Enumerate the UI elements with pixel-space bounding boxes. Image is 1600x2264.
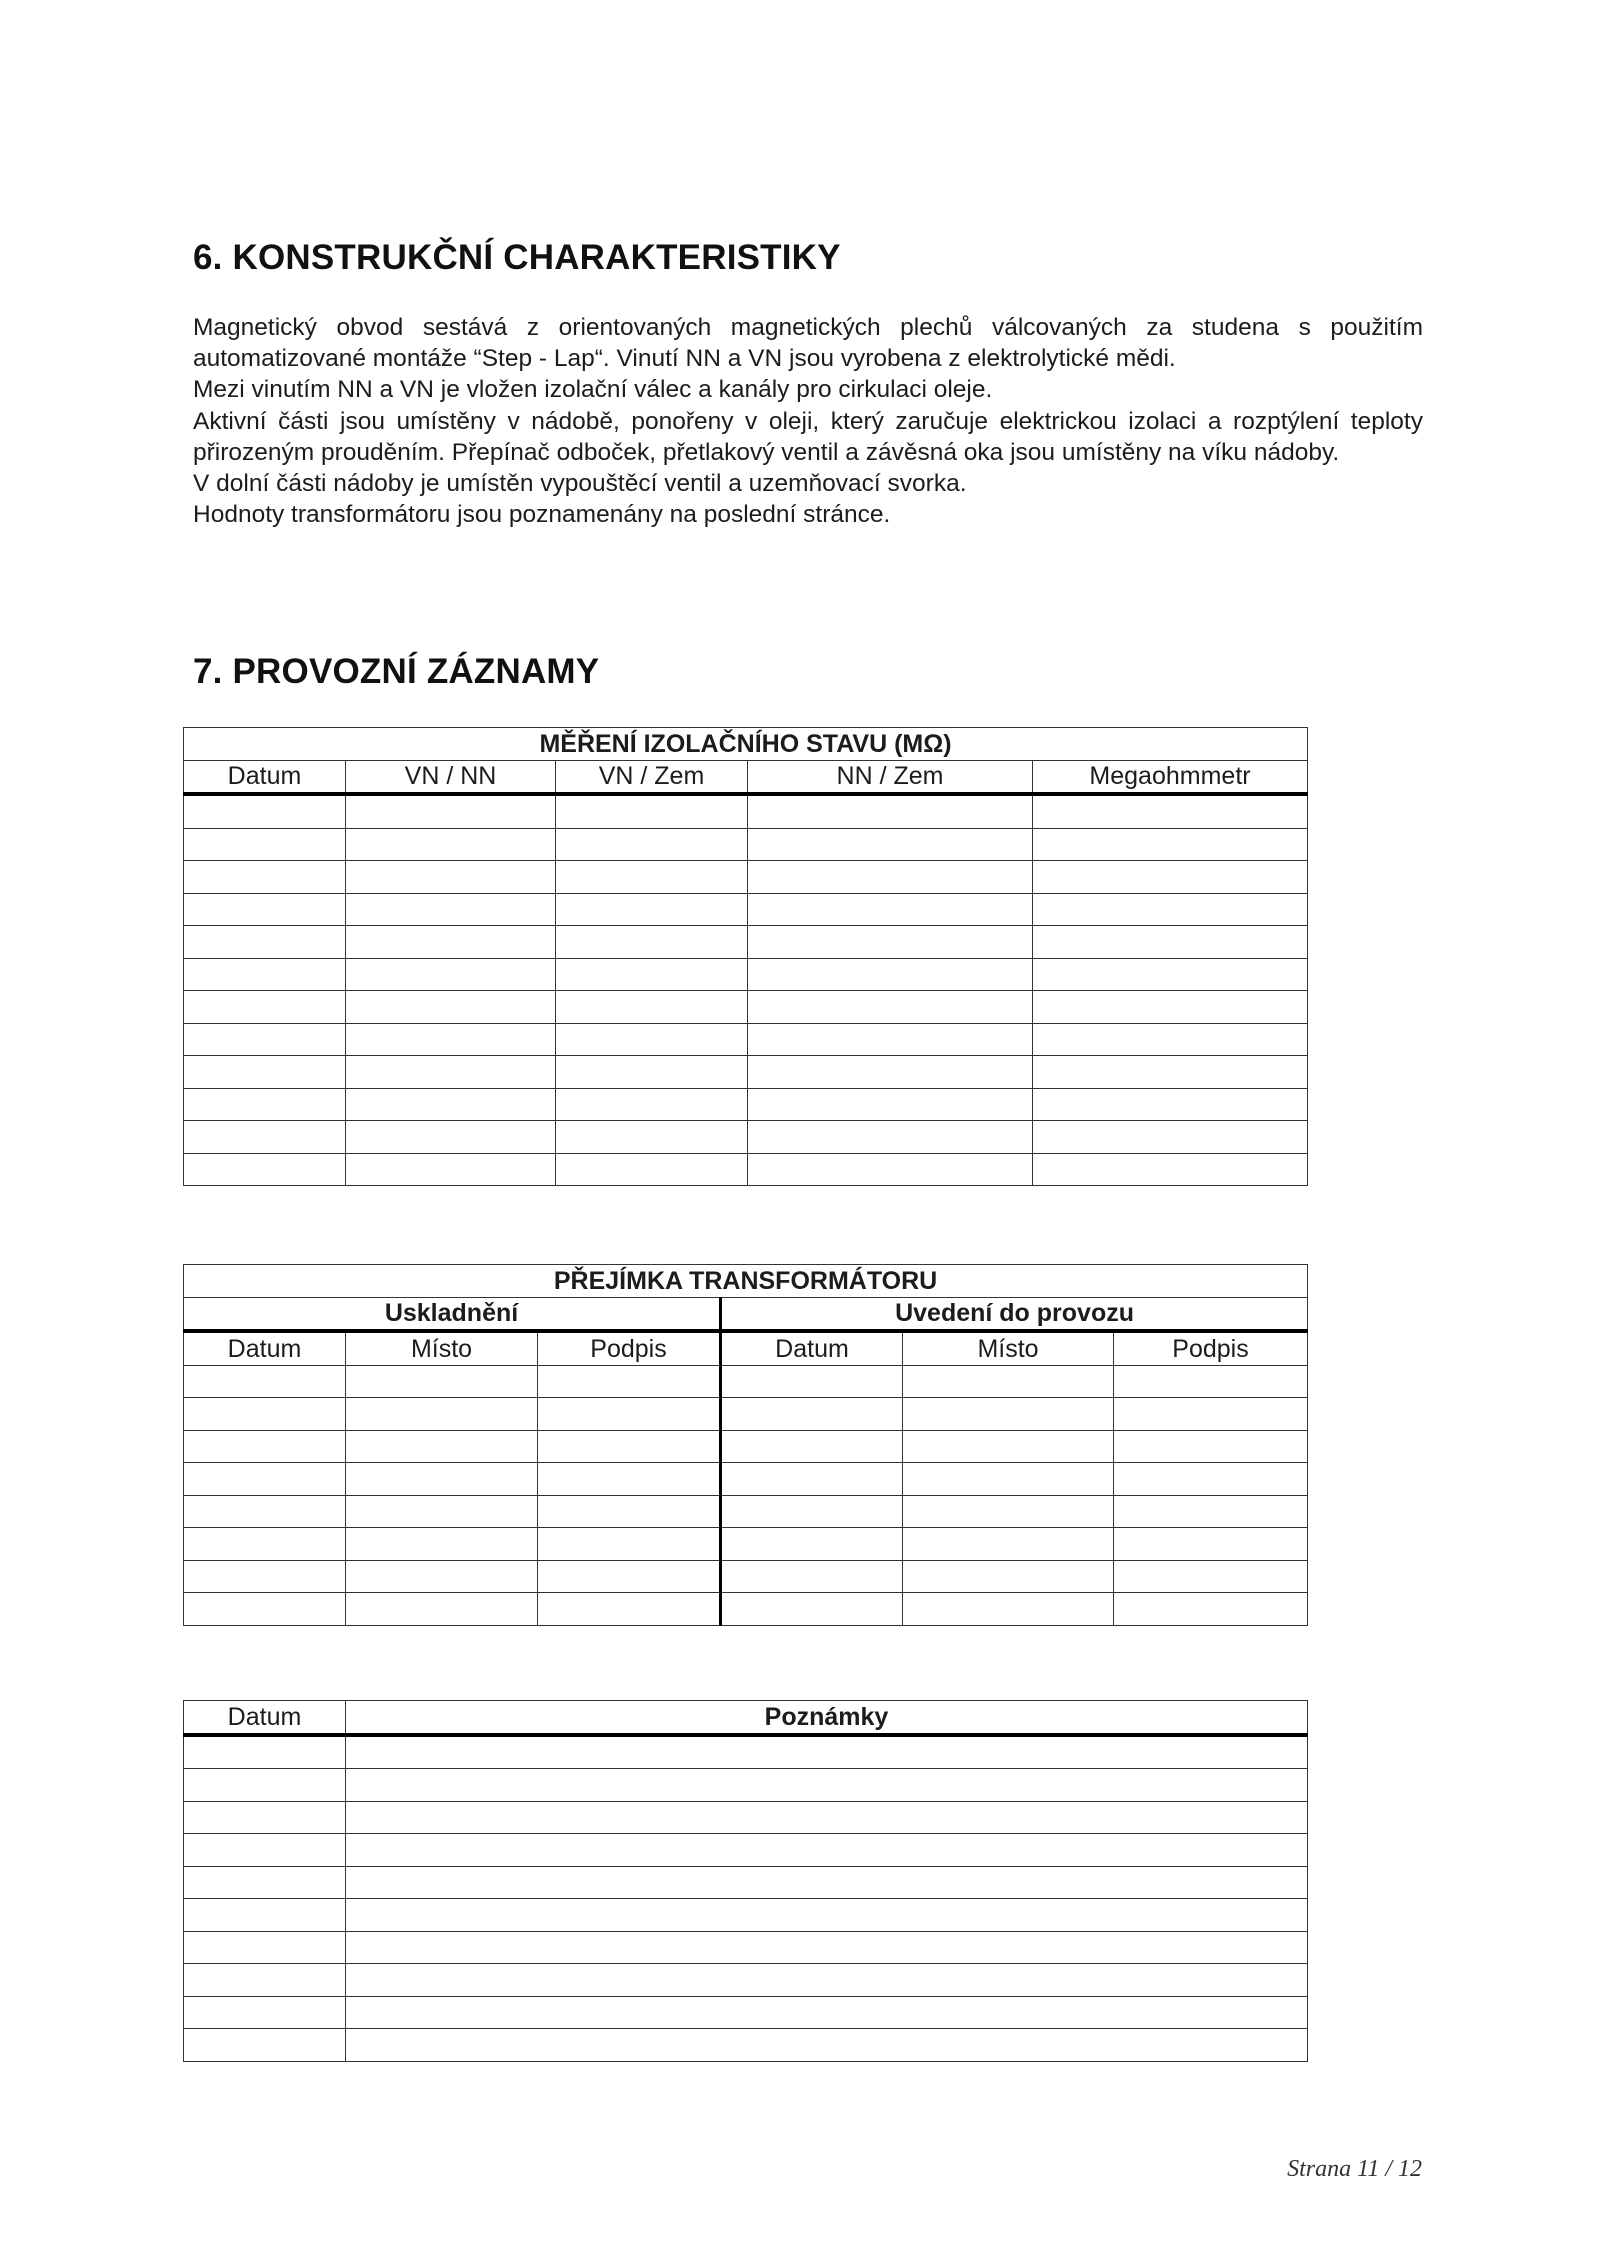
table-cell[interactable]: [184, 794, 346, 828]
table-cell[interactable]: [748, 926, 1033, 959]
table-cell[interactable]: [748, 1121, 1033, 1154]
table-cell[interactable]: [556, 861, 748, 894]
notes-table-body: [184, 1735, 1308, 2062]
table-cell[interactable]: [748, 794, 1033, 828]
table-cell[interactable]: [346, 1560, 538, 1593]
table-row: [184, 893, 1308, 926]
section-7-heading: 7. PROVOZNÍ ZÁZNAMY: [193, 652, 600, 691]
table-cell[interactable]: [184, 1931, 346, 1964]
column-header: Podpis: [1114, 1331, 1308, 1365]
table-cell[interactable]: [184, 861, 346, 894]
table-cell[interactable]: [748, 893, 1033, 926]
table-cell[interactable]: [1033, 958, 1308, 991]
table-cell[interactable]: [1033, 1121, 1308, 1154]
paragraph: Hodnoty transformátoru jsou poznamenány na poslední stránce.: [193, 501, 891, 529]
table-cell[interactable]: [346, 1834, 1308, 1867]
table-cell[interactable]: [556, 926, 748, 959]
table-cell[interactable]: [184, 958, 346, 991]
table-cell[interactable]: [748, 1056, 1033, 1089]
paragraph: Aktivní části jsou umístěny v nádobě, ponořeny v oleji, který zaručuje elektrickou izolaci a rozptýlení teploty přirozeným prouděním. Přepínač odboček, přetlakový ventil a závěsná oka jsou umístěny na víku nádoby.: [193, 407, 1423, 466]
table-cell[interactable]: [346, 991, 556, 1024]
table-row: [184, 1834, 1308, 1867]
table-cell[interactable]: [184, 828, 346, 861]
table-cell[interactable]: [184, 1463, 346, 1496]
table-cell[interactable]: [346, 1964, 1308, 1997]
column-header: Datum: [184, 760, 346, 794]
table-row: [184, 828, 1308, 861]
table-cell[interactable]: [346, 1593, 538, 1626]
notes-table: [183, 1700, 1308, 2062]
table-cell[interactable]: [556, 828, 748, 861]
table-cell[interactable]: [556, 1121, 748, 1154]
table-cell[interactable]: [721, 1528, 903, 1561]
table-cell[interactable]: [346, 1056, 556, 1089]
table-row: [184, 1801, 1308, 1834]
table-cell[interactable]: [538, 1365, 721, 1398]
table-row: [184, 926, 1308, 959]
table-cell[interactable]: [721, 1593, 903, 1626]
table-row: [184, 1023, 1308, 1056]
commissioning-group-header: Uvedení do provozu: [721, 1297, 1308, 1331]
table-row: [184, 2029, 1308, 2062]
table-cell[interactable]: [184, 1495, 346, 1528]
table-cell[interactable]: [184, 1153, 346, 1186]
table-cell[interactable]: [1114, 1593, 1308, 1626]
table-cell[interactable]: [748, 958, 1033, 991]
table-cell[interactable]: [184, 2029, 346, 2062]
table-cell[interactable]: [556, 991, 748, 1024]
acceptance-table-body: [184, 1365, 1308, 1625]
column-header: Místo: [346, 1331, 538, 1365]
table-cell[interactable]: [184, 1801, 346, 1834]
table-cell[interactable]: [346, 1463, 538, 1496]
column-header: Podpis: [538, 1331, 721, 1365]
table-cell[interactable]: [346, 1495, 538, 1528]
table-cell[interactable]: [346, 1023, 556, 1056]
table-cell[interactable]: [184, 1769, 346, 1802]
table-cell[interactable]: [1033, 1153, 1308, 1186]
table-cell[interactable]: [346, 1735, 1308, 1769]
table-cell[interactable]: [346, 1121, 556, 1154]
table-cell[interactable]: [721, 1463, 903, 1496]
table-row: [184, 861, 1308, 894]
table-cell[interactable]: [903, 1463, 1114, 1496]
table-row: [184, 958, 1308, 991]
table-cell[interactable]: [1033, 1088, 1308, 1121]
table-cell[interactable]: [903, 1560, 1114, 1593]
table-cell[interactable]: [538, 1398, 721, 1431]
insulation-measurement-table: [183, 727, 1308, 1186]
table-cell[interactable]: [1114, 1495, 1308, 1528]
table-cell[interactable]: [346, 1365, 538, 1398]
table-cell[interactable]: [903, 1593, 1114, 1626]
table-cell[interactable]: [556, 1153, 748, 1186]
table-cell[interactable]: [346, 1996, 1308, 2029]
table-cell[interactable]: [346, 861, 556, 894]
table-cell[interactable]: [346, 1801, 1308, 1834]
table-cell[interactable]: [184, 1866, 346, 1899]
table-cell[interactable]: [346, 1153, 556, 1186]
table-row: [184, 1996, 1308, 2029]
table-cell[interactable]: [1033, 926, 1308, 959]
table-cell[interactable]: [184, 1398, 346, 1431]
table-row: [184, 794, 1308, 828]
table-row: [184, 1088, 1308, 1121]
table-cell[interactable]: [184, 1023, 346, 1056]
insulation-table-body: [184, 794, 1308, 1186]
table-cell[interactable]: [538, 1528, 721, 1561]
table-row: [184, 1964, 1308, 1997]
table-cell[interactable]: [184, 1528, 346, 1561]
table-cell[interactable]: [556, 893, 748, 926]
table-cell[interactable]: [184, 1365, 346, 1398]
column-header: Datum: [184, 1701, 346, 1735]
table-cell[interactable]: [184, 1996, 346, 2029]
table-row: [184, 1121, 1308, 1154]
table-cell[interactable]: [1033, 828, 1308, 861]
table-cell[interactable]: [1114, 1528, 1308, 1561]
storage-group-header: Uskladnění: [184, 1297, 721, 1331]
table-cell[interactable]: [184, 1899, 346, 1932]
column-header: NN / Zem: [748, 760, 1033, 794]
transformer-acceptance-table: [183, 1264, 1308, 1626]
table-cell[interactable]: [184, 1088, 346, 1121]
table-cell[interactable]: [1114, 1430, 1308, 1463]
table-cell[interactable]: [1114, 1463, 1308, 1496]
table-cell[interactable]: [184, 1735, 346, 1769]
column-header: VN / NN: [346, 760, 556, 794]
table-cell[interactable]: [1033, 893, 1308, 926]
table-cell[interactable]: [346, 2029, 1308, 2062]
paragraph: V dolní části nádoby je umístěn vypouštěcí ventil a uzemňovací svorka.: [193, 470, 967, 498]
table-cell[interactable]: [346, 794, 556, 828]
table-cell[interactable]: [721, 1495, 903, 1528]
table-cell[interactable]: [556, 794, 748, 828]
table-row: [184, 1899, 1308, 1932]
table-cell[interactable]: [538, 1495, 721, 1528]
table-cell[interactable]: [721, 1398, 903, 1431]
table-cell[interactable]: [538, 1560, 721, 1593]
table-row: [184, 1365, 1308, 1398]
table-cell[interactable]: [1114, 1560, 1308, 1593]
table-cell[interactable]: [748, 1088, 1033, 1121]
column-header: Poznámky: [346, 1701, 1308, 1735]
table-cell[interactable]: [346, 893, 556, 926]
table-cell[interactable]: [556, 1056, 748, 1089]
table-row: [184, 1866, 1308, 1899]
section-6-text: [193, 312, 1423, 530]
insulation-table-title: MĚŘENÍ IZOLAČNÍHO STAVU (MΩ): [184, 728, 1308, 761]
table-cell[interactable]: [346, 1769, 1308, 1802]
table-cell[interactable]: [1033, 861, 1308, 894]
table-cell[interactable]: [346, 926, 556, 959]
table-cell[interactable]: [556, 1088, 748, 1121]
table-cell[interactable]: [903, 1398, 1114, 1431]
column-header: Místo: [903, 1331, 1114, 1365]
table-cell[interactable]: [556, 958, 748, 991]
acceptance-table-title: PŘEJÍMKA TRANSFORMÁTORU: [184, 1265, 1308, 1298]
table-cell[interactable]: [721, 1365, 903, 1398]
table-cell[interactable]: [903, 1495, 1114, 1528]
table-cell[interactable]: [184, 926, 346, 959]
table-cell[interactable]: [184, 1834, 346, 1867]
table-cell[interactable]: [903, 1528, 1114, 1561]
table-row: [184, 1735, 1308, 1769]
table-cell[interactable]: [346, 1430, 538, 1463]
table-cell[interactable]: [346, 958, 556, 991]
table-cell[interactable]: [721, 1430, 903, 1463]
table-cell[interactable]: [184, 893, 346, 926]
table-cell[interactable]: [721, 1560, 903, 1593]
table-cell[interactable]: [748, 1023, 1033, 1056]
column-header: VN / Zem: [556, 760, 748, 794]
table-row: [184, 1398, 1308, 1431]
table-row: [184, 1560, 1308, 1593]
table-row: [184, 1153, 1308, 1186]
table-row: [184, 1769, 1308, 1802]
table-cell[interactable]: [346, 1899, 1308, 1932]
table-cell[interactable]: [184, 1121, 346, 1154]
table-cell[interactable]: [538, 1593, 721, 1626]
table-cell[interactable]: [346, 828, 556, 861]
table-cell[interactable]: [903, 1430, 1114, 1463]
table-cell[interactable]: [1033, 1056, 1308, 1089]
table-cell[interactable]: [1114, 1398, 1308, 1431]
table-cell[interactable]: [184, 1430, 346, 1463]
table-row: [184, 1056, 1308, 1089]
table-cell[interactable]: [184, 1593, 346, 1626]
table-row: [184, 1430, 1308, 1463]
table-cell[interactable]: [1033, 1023, 1308, 1056]
table-cell[interactable]: [1033, 794, 1308, 828]
table-row: [184, 1593, 1308, 1626]
table-cell[interactable]: [538, 1463, 721, 1496]
table-cell[interactable]: [1033, 991, 1308, 1024]
column-header: Datum: [184, 1331, 346, 1365]
table-row: [184, 1931, 1308, 1964]
column-header: Megaohmmetr: [1033, 760, 1308, 794]
section-6-heading: 6. KONSTRUKČNÍ CHARAKTERISTIKY: [193, 238, 841, 277]
table-cell[interactable]: [556, 1023, 748, 1056]
table-cell[interactable]: [538, 1430, 721, 1463]
table-cell[interactable]: [346, 1398, 538, 1431]
table-cell[interactable]: [184, 1056, 346, 1089]
table-cell[interactable]: [346, 1528, 538, 1561]
table-row: [184, 1463, 1308, 1496]
table-cell[interactable]: [748, 861, 1033, 894]
table-cell[interactable]: [748, 1153, 1033, 1186]
table-cell[interactable]: [184, 1560, 346, 1593]
table-row: [184, 1528, 1308, 1561]
table-cell[interactable]: [346, 1866, 1308, 1899]
paragraph: Mezi vinutím NN a VN je vložen izolační válec a kanály pro cirkulaci oleje.: [193, 376, 993, 404]
table-cell[interactable]: [184, 1964, 346, 1997]
column-header: Datum: [721, 1331, 903, 1365]
table-cell[interactable]: [748, 991, 1033, 1024]
table-cell[interactable]: [346, 1931, 1308, 1964]
table-row: [184, 991, 1308, 1024]
table-cell[interactable]: [184, 991, 346, 1024]
table-cell[interactable]: [748, 828, 1033, 861]
table-cell[interactable]: [346, 1088, 556, 1121]
table-cell[interactable]: [1114, 1365, 1308, 1398]
page-number: Strana 11 / 12: [1287, 2156, 1422, 2182]
table-row: [184, 1495, 1308, 1528]
paragraph: Magnetický obvod sestává z orientovaných magnetických plechů válcovaných za studena s použitím automatizované montáže “Step - Lap“. Vinutí NN a VN jsou vyrobena z elektrolytické mědi.: [193, 314, 1423, 373]
table-cell[interactable]: [903, 1365, 1114, 1398]
